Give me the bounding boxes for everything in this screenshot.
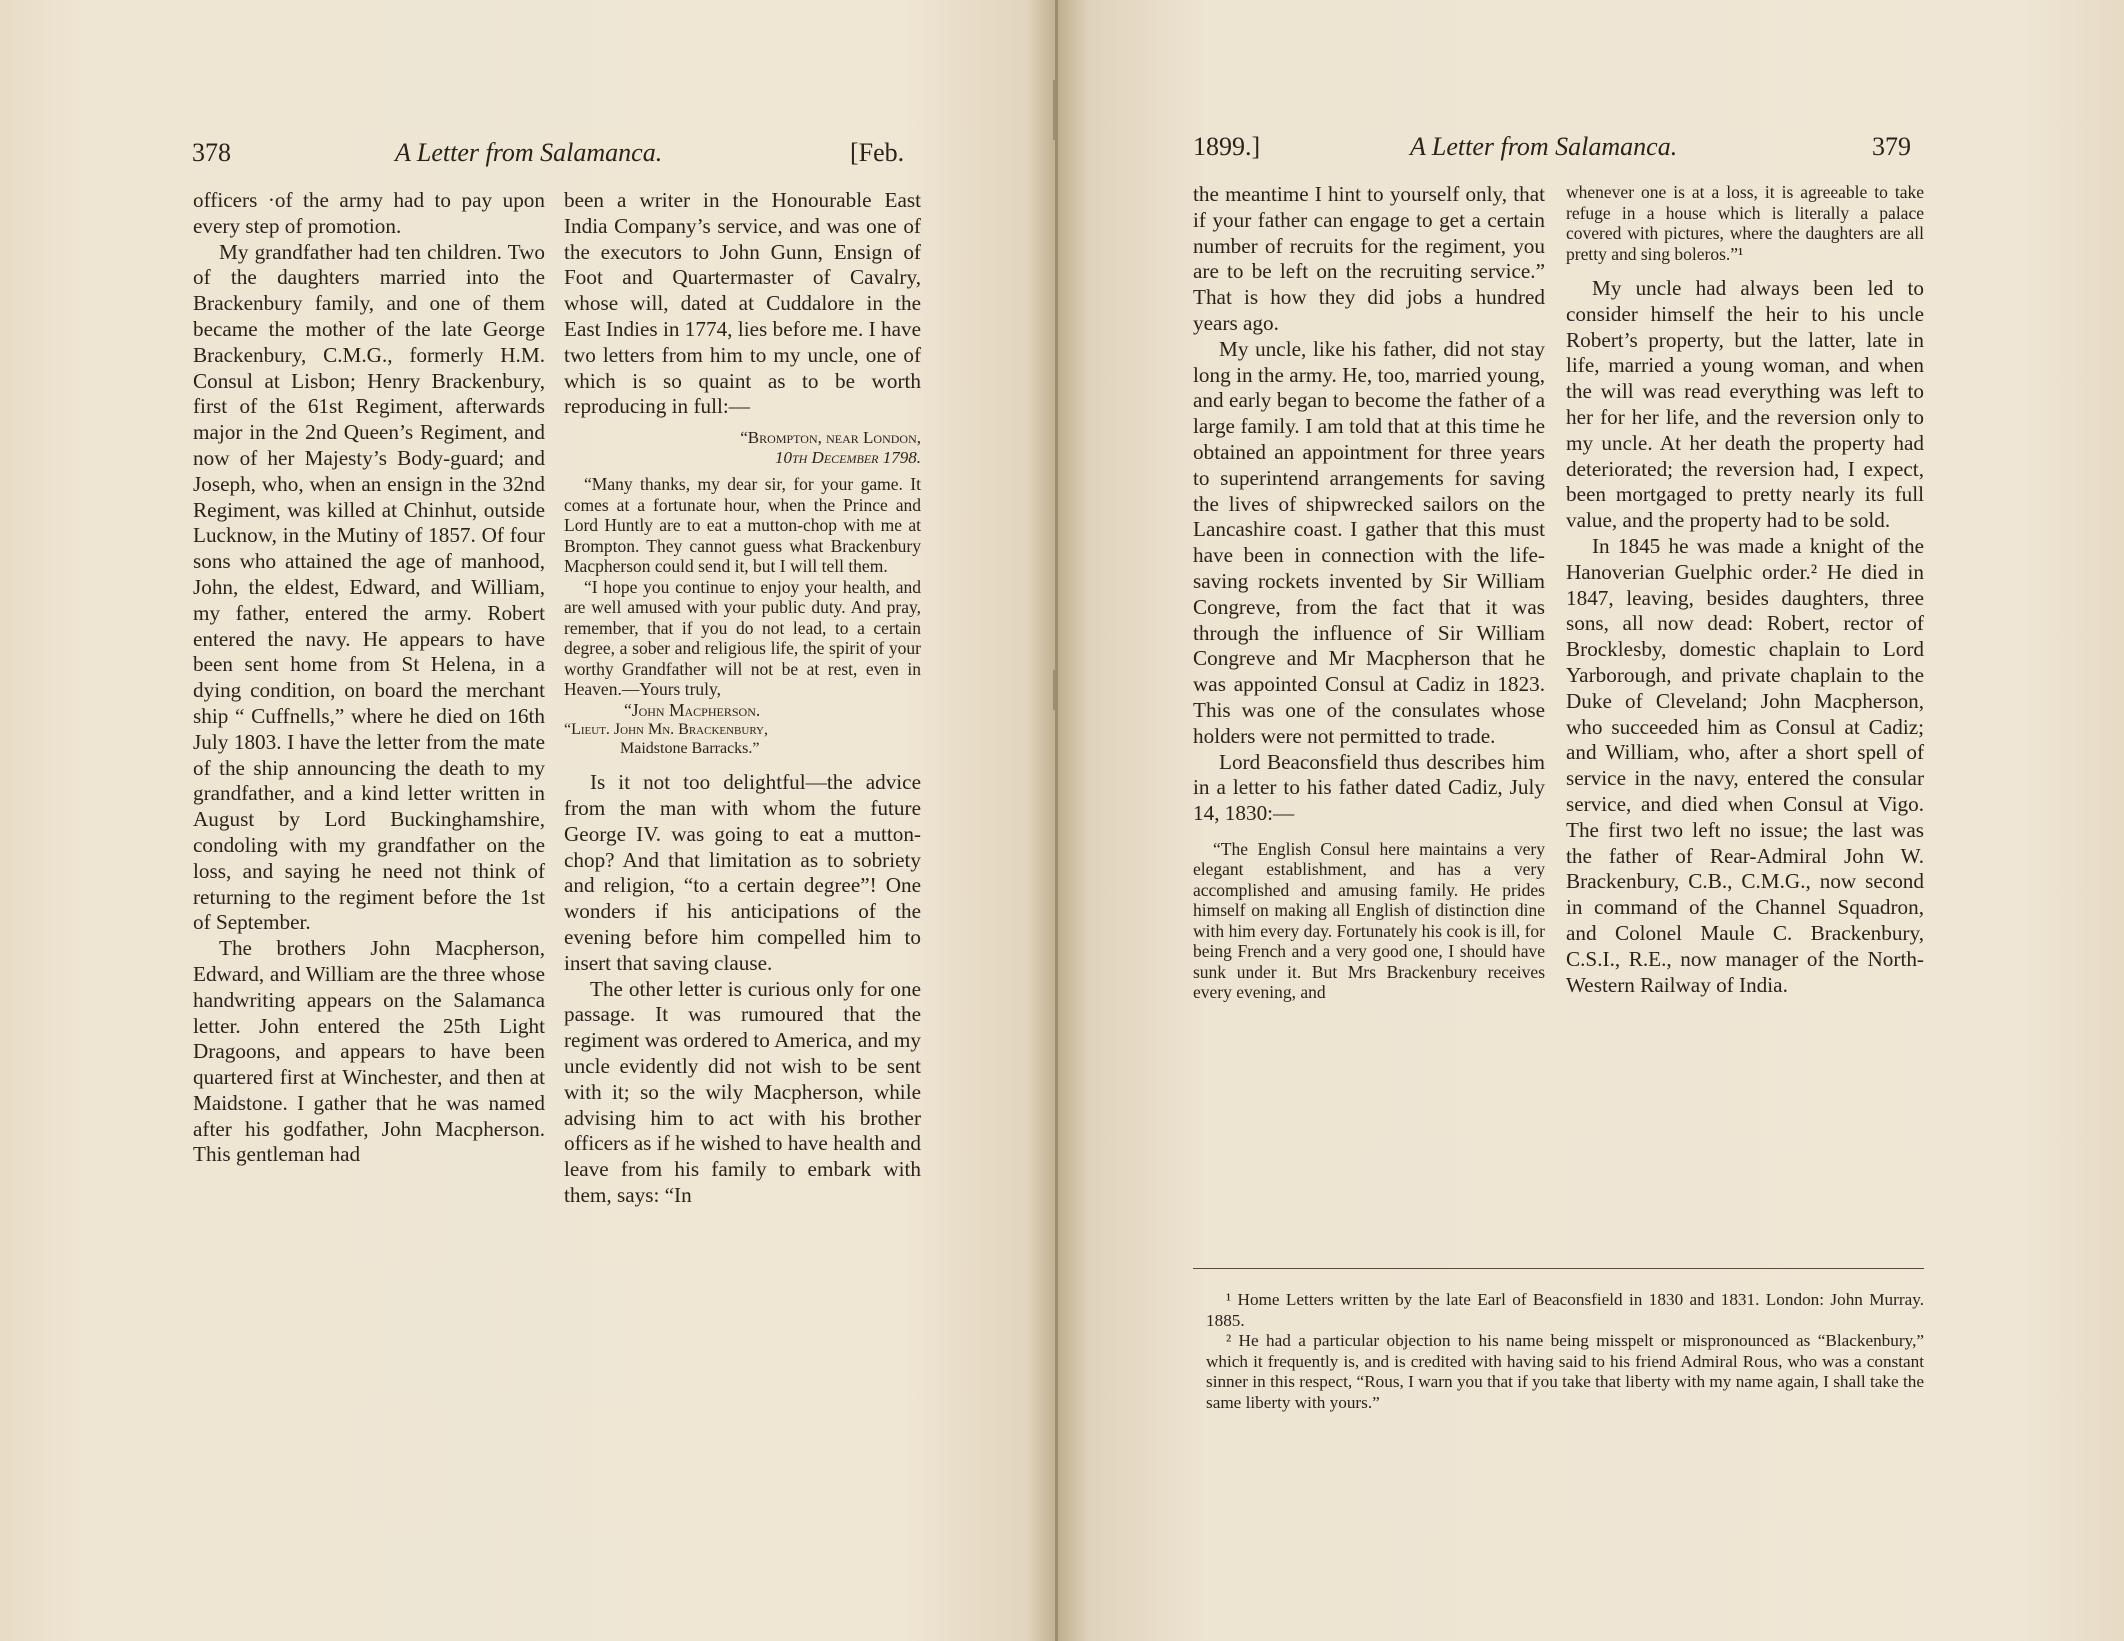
footnote: ² He had a particular objection to his name being misspelt or mispronounced as “Blackenbury,” which it frequently is, and is credited with having said to his friend Admiral Rous, who was a constant sinner in this respect, “Rous, I warn you that if you take that liberty with my name again, I shall take the same liberty with yours.” bbox=[1206, 1331, 1924, 1412]
letter-signature: “John Macpherson. bbox=[624, 699, 761, 720]
paragraph: My grandfather had ten children. Two of the daughters married into the Brackenbury family, and one of them became the mother of the late George Brackenbury, C.M.G., formerly H.M. Consul at Lisbon; Henry Brackenbury, first of the 61st Regiment, afterwards major in the 2nd Queen’s Regiment, and now of her Majesty’s Body-guard; and Joseph, who, when an ensign in the 32nd Regiment, was killed at Chinhut, outside Lucknow, in the Mutiny of 1857. Of four sons who attained the age of manhood, John, the eldest, Edward, and William, my father, entered the army. Robert entered the navy. He appears to have been sent home from St Helena, in a dying condition, on board the merchant ship “ Cuffnells,” where he died on 16th July 1803. I have the letter from the mate of the ship announcing the death to my grandfather, and a kind letter written in August by Lord Buckinghamshire, condoling with my grandfather on the loss, and saying he need not think of returning to the regiment before the 1st of September. bbox=[193, 239, 545, 935]
date-mark: 1899.] bbox=[1193, 132, 1261, 161]
left-running-header bbox=[0, 138, 1058, 172]
letter-heading-line: “Brompton, near London, bbox=[740, 428, 921, 448]
paragraph: the meantime I hint to yourself only, that if your father can engage to get a certain number of recruits for the regiment, you are to be left on the recruiting service.” That is how they did jobs a hundred years ago. bbox=[1193, 182, 1545, 335]
letter-heading bbox=[564, 428, 921, 468]
paragraph: The brothers John Macpherson, Edward, and William are the three whose handwriting appears on the Salamanca letter. John entered the 25th Light Dragoons, and appears to have been quartered first at Winchester, and then at Maidstone. I gather that he was named after his godfather, John Macpherson. This gentleman had bbox=[193, 936, 545, 1167]
edge-mark bbox=[1053, 80, 1055, 140]
left-column-1 bbox=[193, 188, 545, 1168]
running-title: A Letter from Salamanca. bbox=[395, 138, 663, 167]
paragraph: My uncle had always been led to consider himself the heir to his uncle Robert’s property, but the latter, late in life, married a young woman, and when the will was read everything was left to her for her life, and the reversion only to my uncle. At her death the property had deteriorated; the reversion had, I expect, been mortgaged to pretty nearly its full value, and the property had to be sold. bbox=[1566, 276, 1924, 533]
running-title: A Letter from Salamanca. bbox=[1410, 132, 1678, 161]
paragraph: been a writer in the Honourable East India Company’s service, and was one of the executors to John Gunn, Ensign of Foot and Quartermaster of Cavalry, whose will, dated at Cuddalore in the East Indies in 1774, lies before me. I have two letters from him to my uncle, one of which is so quaint as to be worth reproducing in full:— bbox=[564, 188, 921, 419]
left-page bbox=[0, 0, 1058, 1641]
quotation-text: whenever one is at a loss, it is agreeable to take refuge in a house which is literally a palace covered with pictures, where the daughters are all pretty and sing boleros.”¹ bbox=[1566, 182, 1924, 264]
footnote-rule bbox=[1193, 1268, 1924, 1269]
page-number: 378 bbox=[192, 138, 231, 167]
address-line: Maidstone Barracks.” bbox=[620, 740, 760, 758]
letter-paragraph: “I hope you continue to enjoy your health, and are well amused with your public duty. And pray, remember, that if you do not lead, to a certain degree, a sober and religious life, the spirit of your worthy Grandfather will not be at rest, even in Heaven.—Yours truly, bbox=[564, 576, 921, 700]
letter-address bbox=[564, 720, 921, 758]
left-column-2 bbox=[564, 188, 921, 1209]
page-number: 379 bbox=[1872, 132, 1911, 161]
address-line: “Lieut. John Mn. Brackenbury, bbox=[564, 721, 768, 739]
date-mark: [Feb. bbox=[850, 138, 905, 167]
quotation-continued bbox=[1566, 182, 1924, 264]
right-column-2 bbox=[1566, 182, 1924, 998]
paragraph: In 1845 he was made a knight of the Hanoverian Guelphic order.² He died in 1847, leaving, besides daughters, three sons, all now dead: Robert, rector of Brocklesby, domestic chaplain to Lord Yarborough, and private chaplain to the Duke of Cleveland; John Macpherson, who succeeded him as Consul at Cadiz; and William, who, after a short spell of service in the navy, entered the consular service, and died when Consul at Vigo. The first two left no issue; the last was the father of Rear-Admiral John W. Brackenbury, C.B., C.M.G., now second in command of the Channel Squadron, and Colonel Maule C. Brackenbury, C.S.I., R.E., now manager of the North-Western Railway of India. bbox=[1566, 533, 1924, 997]
paragraph: officers ·of the army had to pay upon every step of promotion. bbox=[193, 188, 545, 238]
paragraph: The other letter is curious only for one passage. It was rumoured that the regiment was ordered to America, and my uncle evidently did not wish to be sent with it; so the wily Macpherson, while advising him to act with his brother officers as if he wished to have health and leave from his family to embark with them, says: “In bbox=[564, 976, 921, 1207]
right-running-header bbox=[1058, 132, 2124, 166]
paragraph: Lord Beaconsfield thus describes him in a letter to his father dated Cadiz, July 14, 1830:— bbox=[1193, 749, 1545, 826]
quotation bbox=[1193, 839, 1545, 1003]
edge-mark bbox=[1053, 670, 1055, 710]
paragraph: Is it not too delightful—the advice from the man with whom the future George IV. was going to eat a mutton-chop? And that limitation as to sobriety and religion, “to a certain degree”! One wonders if his anticipations of the evening before him compelled him to insert that saving clause. bbox=[564, 770, 921, 975]
quoted-letter bbox=[564, 428, 921, 758]
letter-paragraph: “Many thanks, my dear sir, for your game. It comes at a fortunate hour, when the Prince and Lord Huntly are to eat a mutton-chop with me at Brompton. They cannot guess what Brackenbury Macpherson could send it, but I will tell them. bbox=[564, 474, 921, 577]
right-column-1 bbox=[1193, 182, 1545, 1003]
quotation-text: “The English Consul here maintains a very elegant establishment, and has a very accomplished and amusing family. He prides himself on making all English of distinction dine with him every day. Fortunately his cook is ill, for being French and a very good one, I should have sunk under it. But Mrs Brackenbury receives every evening, and bbox=[1193, 838, 1545, 1003]
footnote: ¹ Home Letters written by the late Earl of Beaconsfield in 1830 and 1831. London: John Murray. 1885. bbox=[1206, 1290, 1924, 1330]
letter-heading-line: 10th December 1798. bbox=[774, 448, 921, 468]
paragraph: My uncle, like his father, did not stay long in the army. He, too, married young, and early began to become the father of a large family. I am told that at this time he obtained an appointment for three years to superintend arrangements for saving the lives of shipwrecked sailors on the Lancashire coast. I gather that this must have been in connection with the life-saving rockets invented by Sir William Congreve, from the fact that it was through the influence of Sir William Congreve and Mr Macpherson that he was appointed Consul at Cadiz in 1823. This was one of the consulates whose holders were not permitted to trade. bbox=[1193, 336, 1545, 748]
right-page bbox=[1058, 0, 2124, 1641]
footnotes bbox=[1206, 1290, 1924, 1413]
